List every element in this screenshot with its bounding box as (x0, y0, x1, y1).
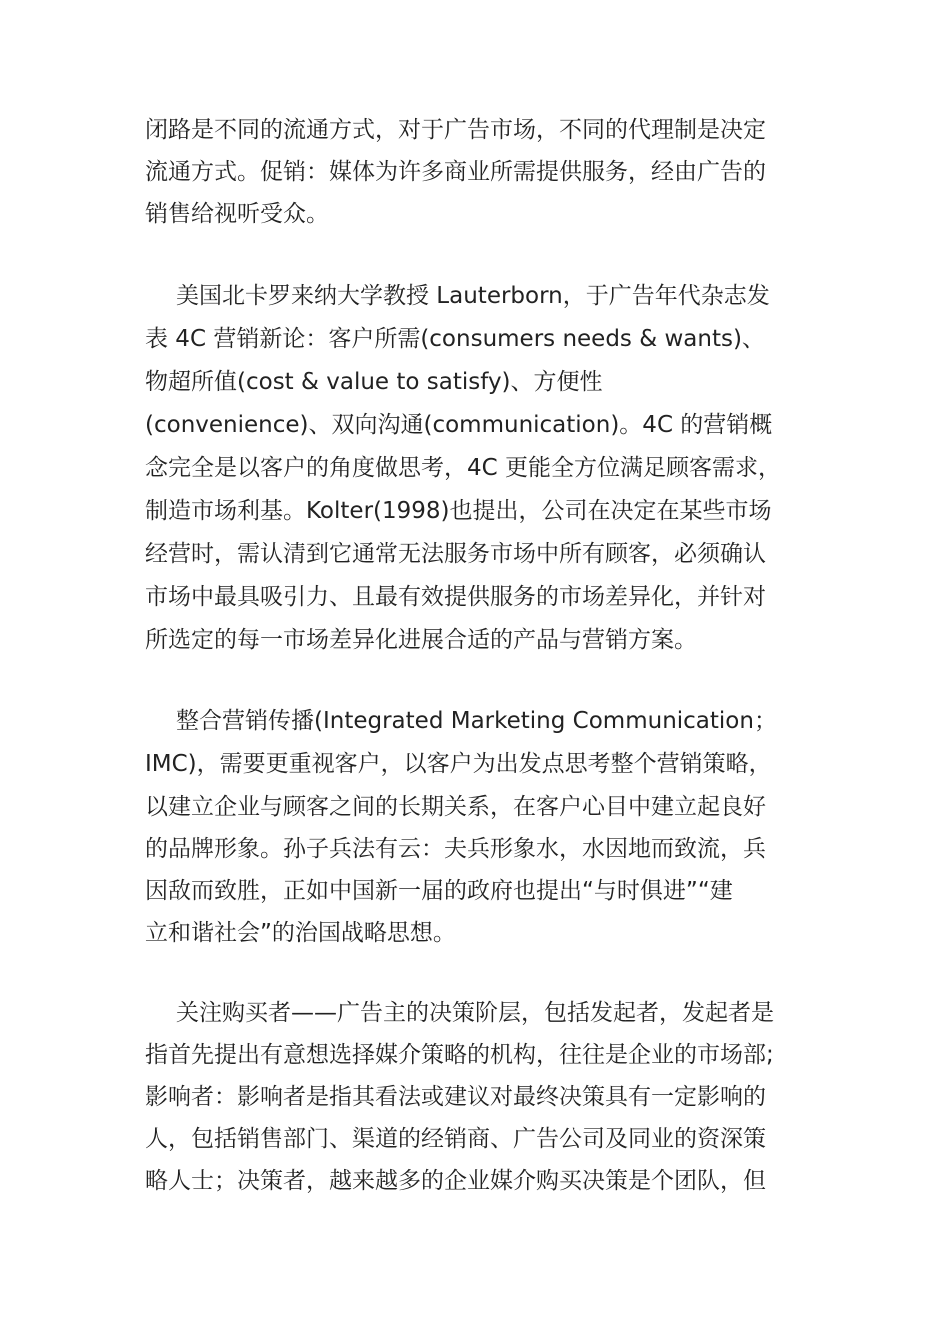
paragraph-3-line-5: 因敌而致胜，正如中国新一届的政府也提出“与时俱进”“建 (145, 878, 733, 904)
paragraph-2-line-1: 美国北卡罗来纳大学教授 Lauterborn，于广告年代杂志发 (176, 283, 770, 309)
paragraph-2-line-3: 物超所值(cost & value to satisfy)、方便性 (145, 369, 603, 395)
paragraph-2-line-9: 所选定的每一市场差异化进展合适的产品与营销方案。 (145, 627, 697, 653)
paragraph-4-line-5: 略人士；决策者，越来越多的企业媒介购买决策是个团队，但 (145, 1168, 766, 1194)
paragraph-1-line-2: 流通方式。促销：媒体为许多商业所需提供服务，经由广告的 (145, 159, 766, 185)
paragraph-2-line-4: (convenience)、双向沟通(communication)。4C 的营销概 (145, 412, 773, 438)
paragraph-3-line-2: IMC)，需要更重视客户，以客户为出发点思考整个营销策略， (145, 751, 772, 777)
paragraph-4-line-2: 指首先提出有意想选择媒介策略的机构，往往是企业的市场部; (145, 1042, 774, 1068)
paragraph-2-line-5: 念完全是以客户的角度做思考，4C 更能全方位满足顾客需求， (145, 455, 782, 481)
paragraph-1-line-1: 闭路是不同的流通方式，对于广告市场，不同的代理制是决定 (145, 117, 766, 143)
paragraph-2-line-7: 经营时，需认清到它通常无法服务市场中所有顾客，必须确认 (145, 541, 766, 567)
paragraph-3-line-6: 立和谐社会”的治国战略思想。 (145, 920, 456, 946)
paragraph-2-line-2: 表 4C 营销新论：客户所需(consumers needs & wants)、 (145, 326, 765, 352)
paragraph-4-line-1: 关注购买者——广告主的决策阶层，包括发起者，发起者是 (176, 1000, 774, 1026)
paragraph-3-line-1: 整合营销传播(Integrated Marketing Communication； (176, 708, 777, 734)
paragraph-2-line-8: 市场中最具吸引力、且最有效提供服务的市场差异化，并针对 (145, 584, 766, 610)
paragraph-4-line-3: 影响者：影响者是指其看法或建议对最终决策具有一定影响的 (145, 1084, 766, 1110)
paragraph-2-line-6: 制造市场利基。Kolter(1998)也提出，公司在决定在某些市场 (145, 498, 772, 524)
paragraph-4-line-4: 人，包括销售部门、渠道的经销商、广告公司及同业的资深策 (145, 1126, 766, 1152)
paragraph-1-line-3: 销售给视听受众。 (145, 201, 329, 227)
paragraph-3-line-3: 以建立企业与顾客之间的长期关系，在客户心目中建立起良好 (145, 794, 766, 820)
paragraph-3-line-4: 的品牌形象。孙子兵法有云：夫兵形象水，水因地而致流，兵 (145, 836, 766, 862)
